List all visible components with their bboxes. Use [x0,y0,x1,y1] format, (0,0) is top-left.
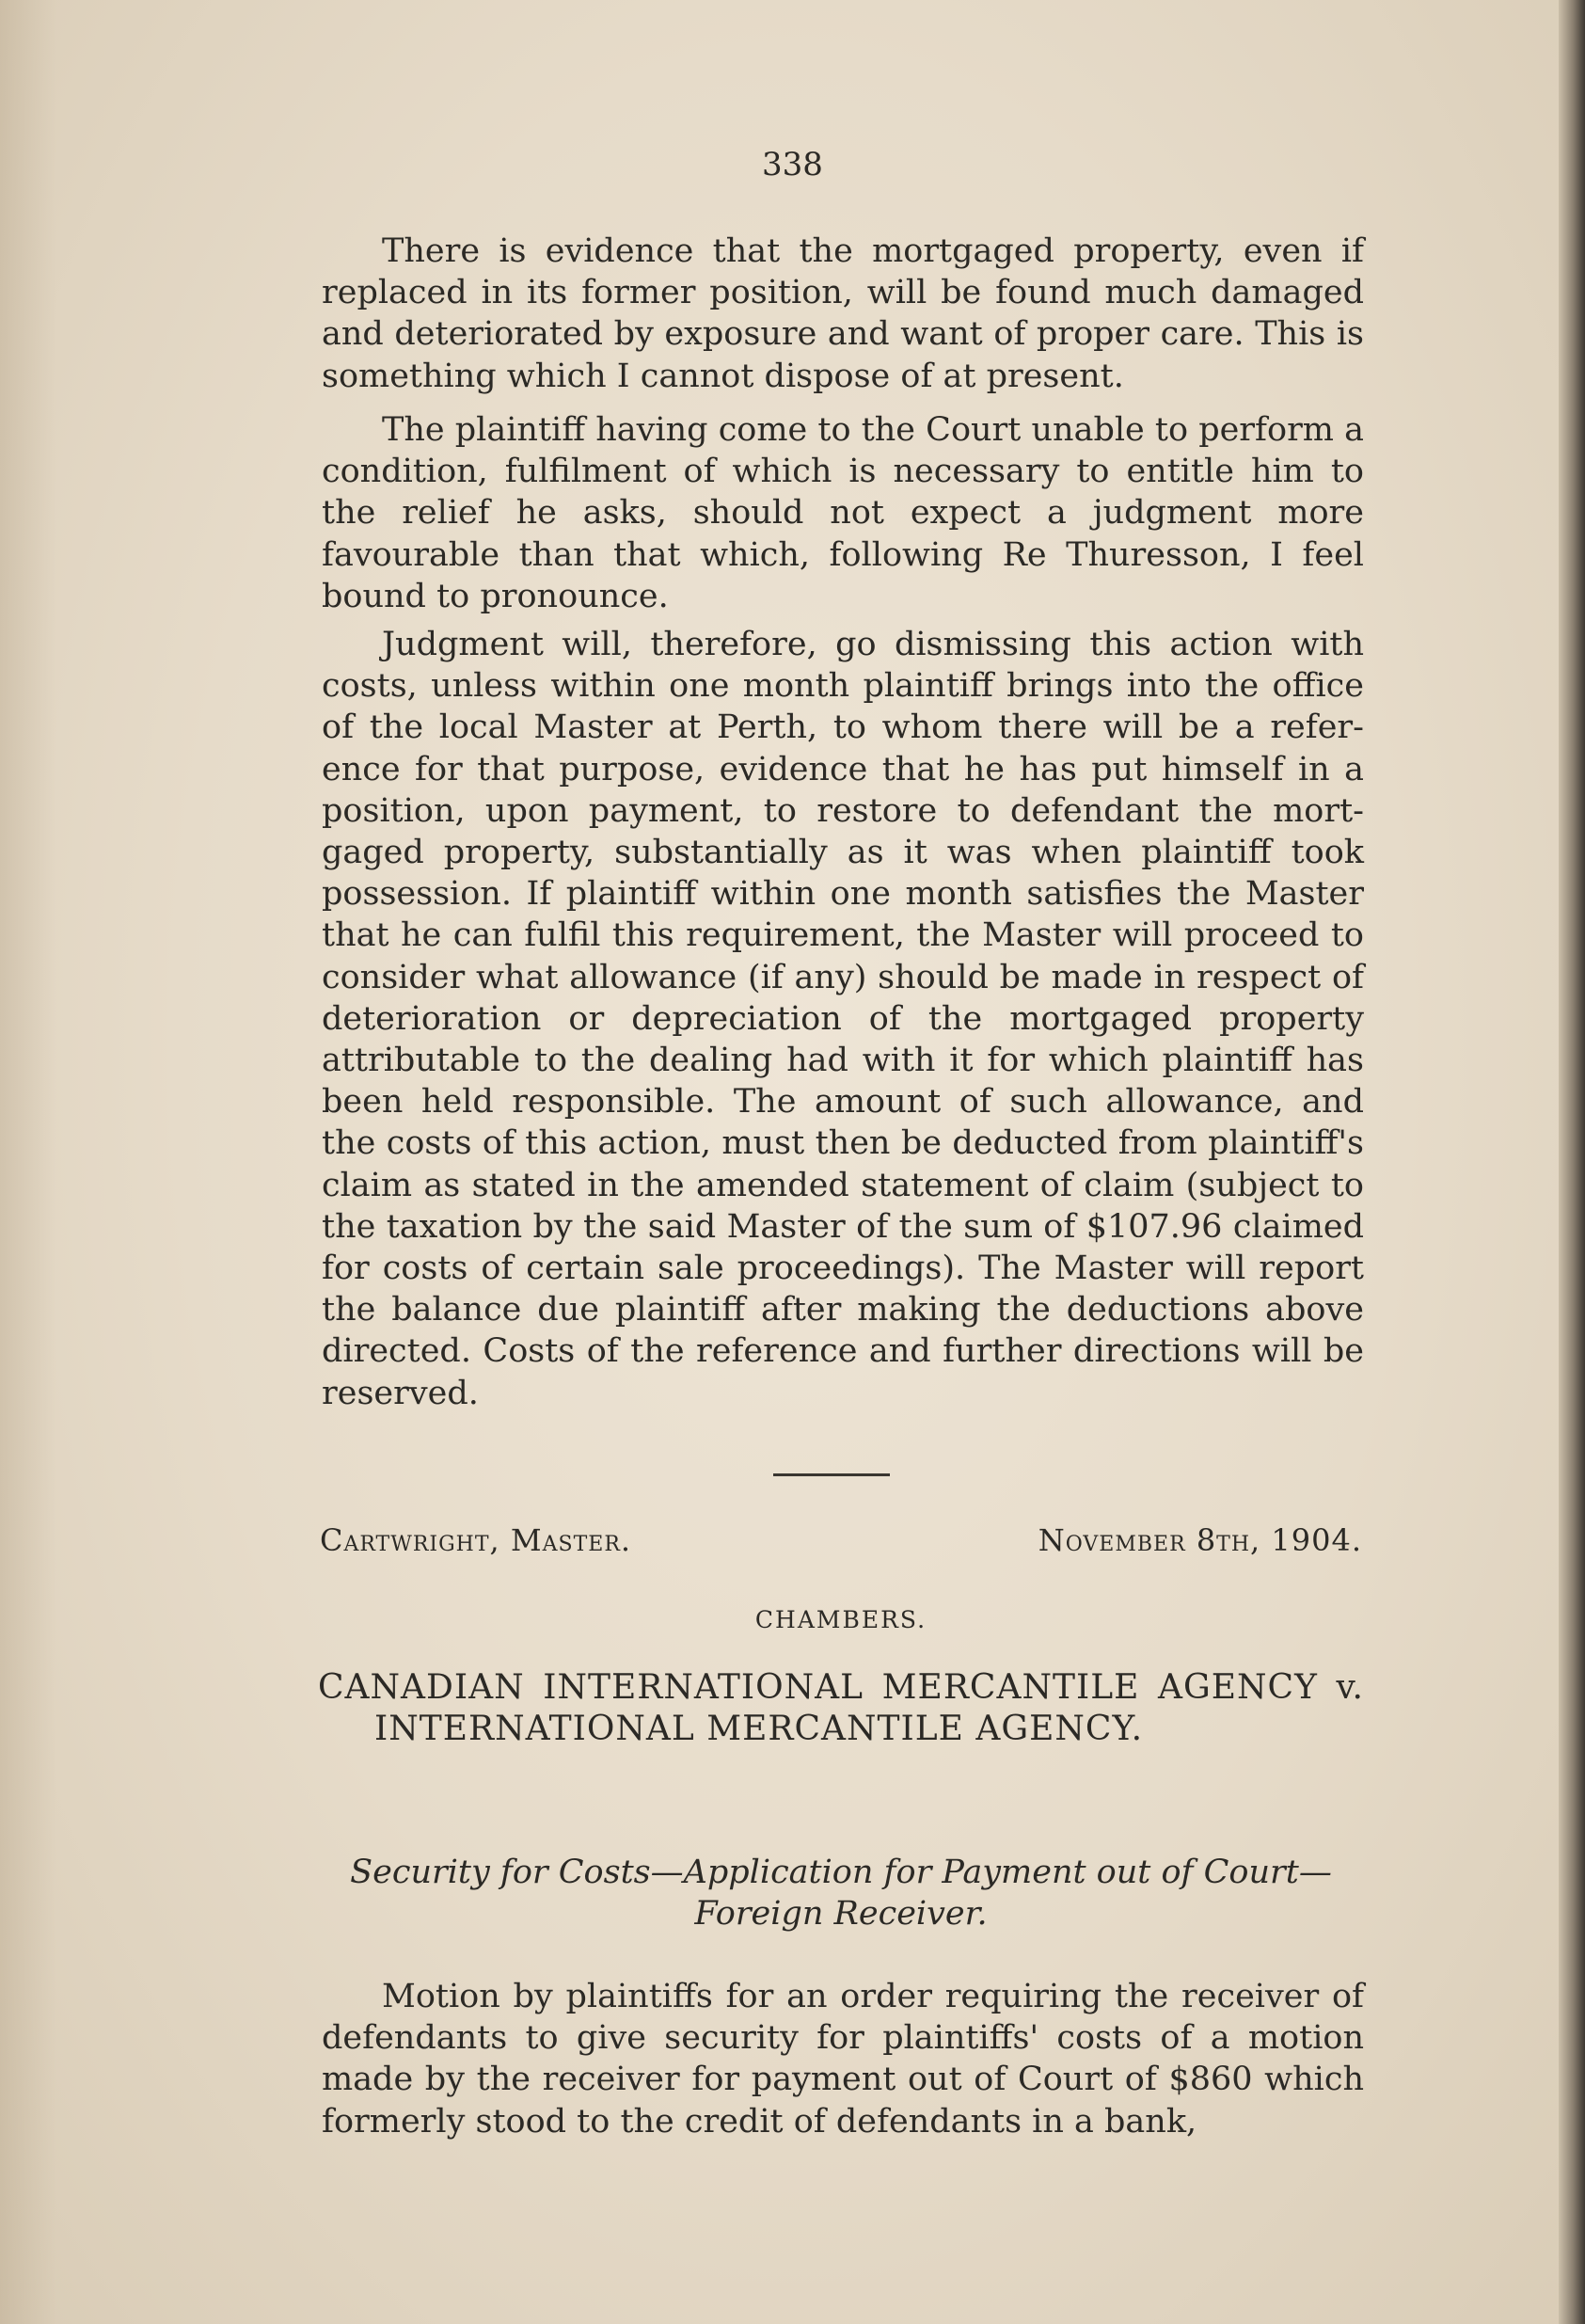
decision-date: November 8th, 1904. [1038,1522,1362,1558]
judge-name: Cartwright, Master. [320,1522,632,1558]
headnote-line: Foreign Receiver. [694,1895,988,1933]
motion-paragraph: Motion by plaintiffs for an order requiring the receiver of defendants to give security for plaintiffs' costs of a motion made by the receiver for payment out of Court of $860 which formerly stood to the credit of defendants in a bank, [322,1978,1364,2141]
page-edge [1559,0,1585,2324]
paragraph: Judgment will, therefore, go dismissing this action with costs, unless within one month plaintiff brings into the office of the local Master at Perth, to whom there will be a reference for that purpose, evidence that he has put himself in a position, upon payment, to restore to defendant the mortgaged property, substantially as it was when plaintiff took possession. If plaintiff within one month satisfies the Master that he can fulfil this requirement, the Master will proceed to consider what allowance (if any) should be made in respect of deterioration or depreciation of the mortgaged property attributable to the dealing had with it for which plaintiff has been held responsible. The amount of such allowance, and the costs of this action, must then be deducted from plaintiff's claim as stated in the amended statement of claim (subject to the taxation by the said Master of the sum of $107.96 claimed for costs of certain sale proceedings). The Master will report the balance due plaintiff after making the deductions above directed. Costs of the reference and further directions will be reserved. [322,626,1364,1412]
section-divider [773,1473,890,1476]
paragraph: The plaintiff having come to the Court unable to perform a condition, fulfilment of which is necessary to entitle him to the relief he asks, should not expect a judgment more favourable than that which, following Re Thuresson, I feel bound to pronounce. [322,411,1364,615]
case-title: CANADIAN INTERNATIONAL MERCANTILE AGENCY v. INTERNATIONAL MERCANTILE AGENCY. [318,1668,1364,1748]
headnote [320,1852,1362,1934]
paragraph: There is evidence that the mortgaged property, even if replaced in its former position, will be found much damaged and deteriorated by exposure and want of proper care. This is something which I cannot dispose of at present. [322,232,1364,395]
court-name: CHAMBERS. [754,1606,927,1633]
page-shadow [0,0,56,2324]
case-header [320,1522,1362,1569]
headnote-line: Security for Costs—Application for Payment out of Court— [350,1854,1332,1891]
page-number: 338 [762,146,823,183]
